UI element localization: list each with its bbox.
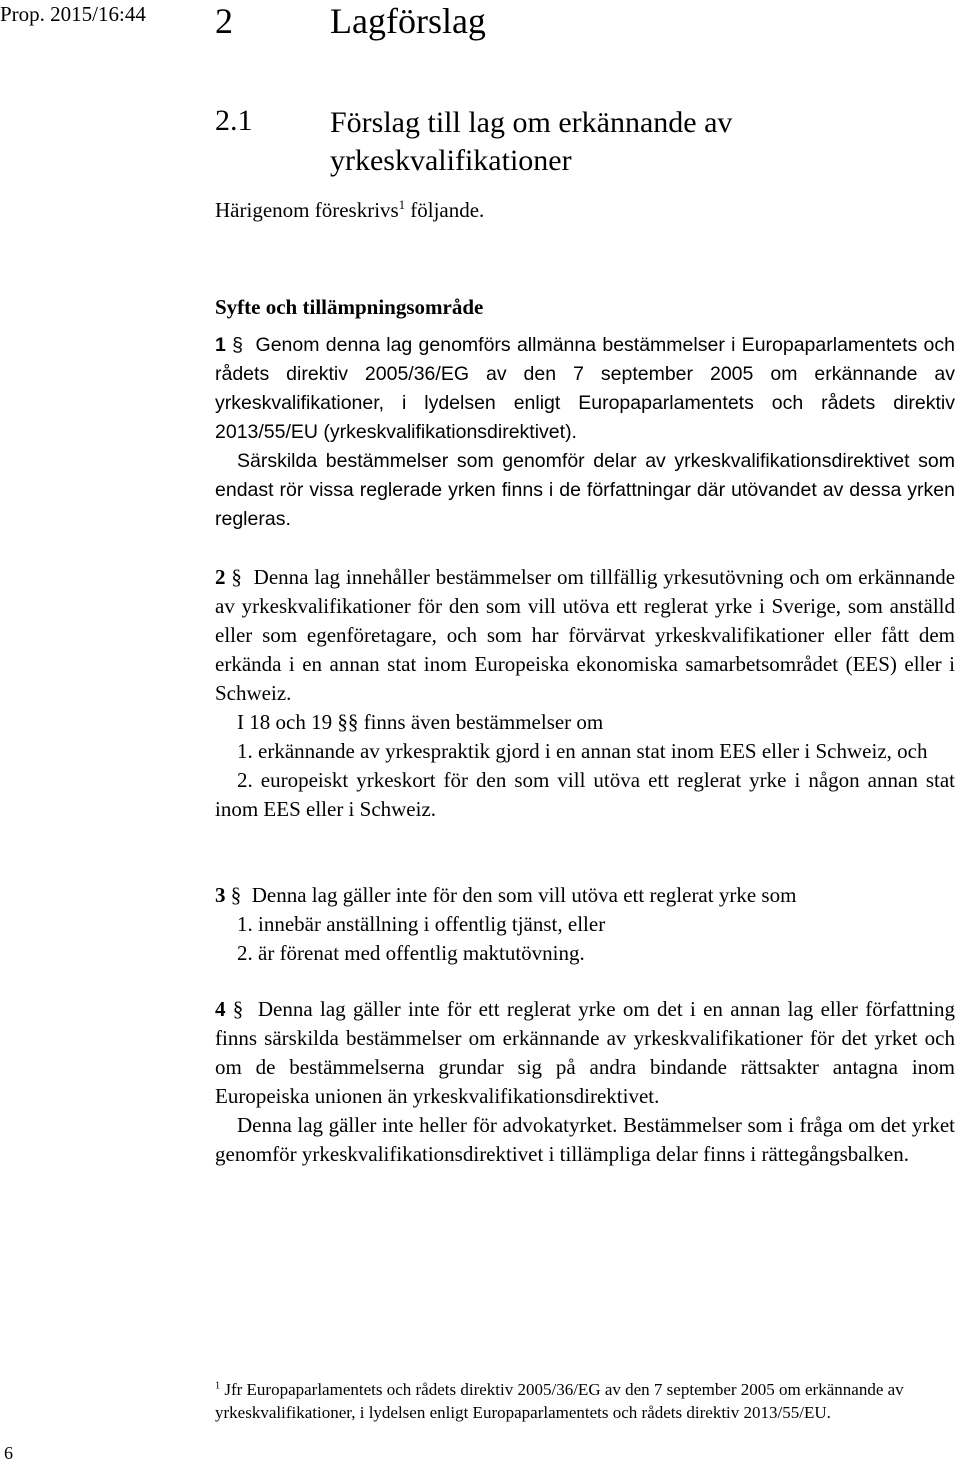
footnote-text: Jfr Europaparlamentets och rådets direktiv 2005/36/EG av den 7 september 2005 om erkännande av yrkeskvalifikationer, i lydelsen enligt Europaparlamentets och rådets direktiv 2013/55/EU. <box>215 1380 904 1422</box>
list-item: 1. innebär anställning i offentlig tjänst, eller <box>237 912 606 936</box>
intro-line <box>215 198 484 223</box>
paragraph-2 <box>215 563 955 824</box>
list-item: 2. är förenat med offentlig maktutövning. <box>237 941 585 965</box>
chapter-title: Lagförslag <box>330 1 486 41</box>
paragraph-4 <box>215 995 955 1169</box>
section-title: Förslag till lag om erkännande av yrkeskvalifikationer <box>330 106 733 177</box>
footnote-number: 1 <box>215 1380 221 1392</box>
list-item: 2. europeiskt yrkeskort för den som vill utöva ett reglerat yrke i någon annan stat inom EES eller i Schweiz. <box>215 768 955 821</box>
section-sign: § <box>230 883 242 907</box>
list-item: 1. erkännande av yrkespraktik gjord i en annan stat inom EES eller i Schweiz, och <box>237 739 928 763</box>
section-sign: § <box>232 997 244 1021</box>
paragraph-4-second: Denna lag gäller inte heller för advokatyrket. Bestämmelser som i fråga om det yrket genomför yrkeskvalifikationsdirektivet i tillämpliga delar finns i rättegångsbalken. <box>215 1113 955 1166</box>
paragraph-3-text <box>215 881 955 910</box>
paragraph-2-body: Denna lag innehåller bestämmelser om tillfällig yrkesutövning och om erkännande av yrkeskvalifikationer för den som vill utöva ett reglerat yrke i Sverige, som anställd eller som egenföretagare, och som har förvärvat yrkeskvalifikationer eller fått dem erkända i en annan stat inom Europeiska ekonomiska samarbetsområdet (EES) eller i Schweiz. <box>215 565 956 705</box>
paragraph-1 <box>215 331 955 534</box>
paragraph-3 <box>215 881 955 968</box>
chapter-number: 2 <box>215 1 233 41</box>
paragraph-number: 2 <box>215 565 226 589</box>
section-number: 2.1 <box>215 104 253 137</box>
footnote-ref[interactable]: 1 <box>398 198 405 212</box>
paragraph-3-body: Denna lag gäller inte för den som vill utöva ett reglerat yrke som <box>251 883 797 907</box>
page-number: 6 <box>4 1443 13 1463</box>
paragraph-number: 4 <box>215 997 226 1021</box>
section-sign: § <box>231 565 242 589</box>
paragraph-number: 1 <box>215 334 226 356</box>
subsection-heading: Syfte och tillämpningsområde <box>215 295 484 319</box>
paragraph-4-text <box>215 995 955 1111</box>
section-sign: §§ <box>337 710 359 734</box>
intro-text: Härigenom föreskrivs <box>215 198 399 222</box>
paragraph-4-body: Denna lag gäller inte för ett reglerat yrke om det i en annan lag eller författning finns särskilda bestämmelser om erkännande av yrkeskvalifikationer för det yrket och om de bestämmelserna grundar sig på andra bindande rättsakter antagna inom Europeiska unionen än yrkeskvalifikationsdirektivet. <box>215 997 956 1108</box>
paragraph-1-body: Genom denna lag genomförs allmänna bestämmelser i Europaparlamentets och rådets direktiv 2005/36/EG av den 7 september 2005 om erkännande av yrkeskvalifikationer, i lydelsen enligt Europaparlamentets och rådets direktiv 2013/55/EU (yrkeskvalifikationsdirektivet). <box>215 334 955 443</box>
paragraph-number: 3 <box>215 883 226 907</box>
document-reference: Prop. 2015/16:44 <box>0 2 146 26</box>
reference-text: I 18 och 19 <box>237 710 333 734</box>
paragraph-1-second: Särskilda bestämmelser som genomför delar av yrkeskvalifikationsdirektivet som endast rör vissa reglerade yrken finns i de författningar där utövandet av dessa yrken regleras. <box>215 450 955 530</box>
reference-text-end: finns även bestämmelser om <box>363 710 604 734</box>
footnote <box>215 1378 935 1424</box>
paragraph-1-text <box>215 331 955 447</box>
paragraph-2-reference <box>215 708 955 737</box>
intro-text-end: följande. <box>405 198 485 222</box>
section-sign: § <box>232 334 243 356</box>
paragraph-2-text <box>215 563 955 708</box>
